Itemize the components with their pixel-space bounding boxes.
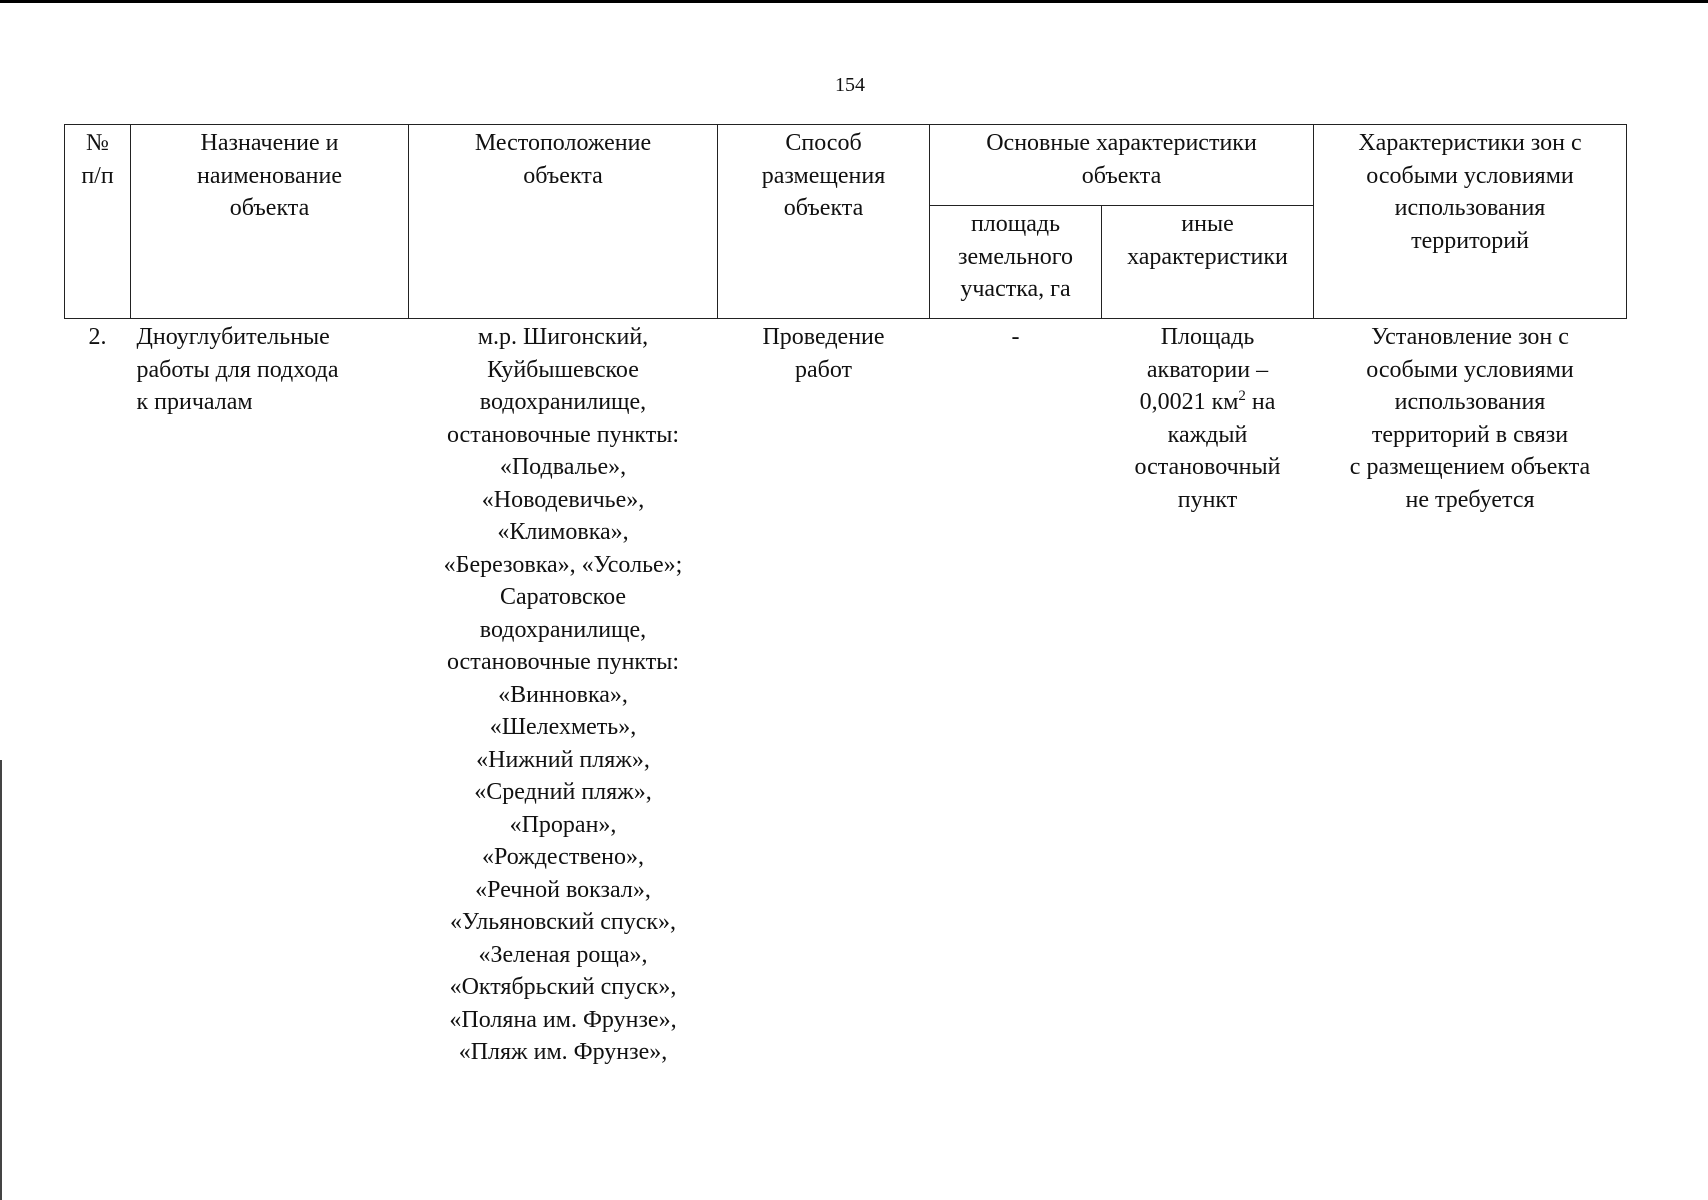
table-header — [65, 125, 1627, 319]
top-border-rule — [0, 0, 1708, 3]
cell-purpose: Дноуглубительные работы для подхода к причалам — [136, 324, 339, 415]
header-number: № п/п — [65, 125, 131, 319]
header-method: Способ размещения объекта — [718, 125, 930, 319]
cell-location: м.р. Шигонский, Куйбышевское водохранилище, остановочные пункты: «Подвалье», «Новодевичье», «Климовка», «Березовка», «Усолье»; Саратовское водохранилище, остановочные пункты: «Винновка», «Шелехметь», «Нижний пляж», «Средний пляж», «Проран», «Рождествено», «Речной вокзал», «Ульяновский спуск», «Зеленая роща», «Октябрьский спуск», «Поляна им. Фрунзе», «Пляж им. Фрунзе», — [443, 324, 683, 1065]
cell-area: - — [1011, 324, 1020, 350]
header-zones: Характеристики зон с особыми условиями использования территорий — [1314, 125, 1627, 319]
left-scan-edge — [0, 760, 2, 1200]
header-main-characteristics: Основные характеристики объекта — [930, 125, 1314, 206]
cell-other: Площадь акватории – 0,0021 $км^2$ на каждый остановочный пункт — [1134, 324, 1281, 513]
header-purpose: Назначение и наименование объекта — [131, 125, 409, 319]
cell-number: 2. — [88, 324, 107, 350]
table-row — [65, 319, 1627, 1071]
cell-method: Проведение работ — [762, 324, 885, 383]
header-other: иные характеристики — [1102, 206, 1314, 319]
objects-table — [64, 124, 1627, 1071]
header-area: площадь земельного участка, га — [930, 206, 1102, 319]
cell-zones: Установление зон с особыми условиями использования территорий в связи с размещением объекта не требуется — [1349, 324, 1591, 513]
header-location: Местоположение объекта — [409, 125, 718, 319]
page-number: 154 — [835, 74, 865, 96]
